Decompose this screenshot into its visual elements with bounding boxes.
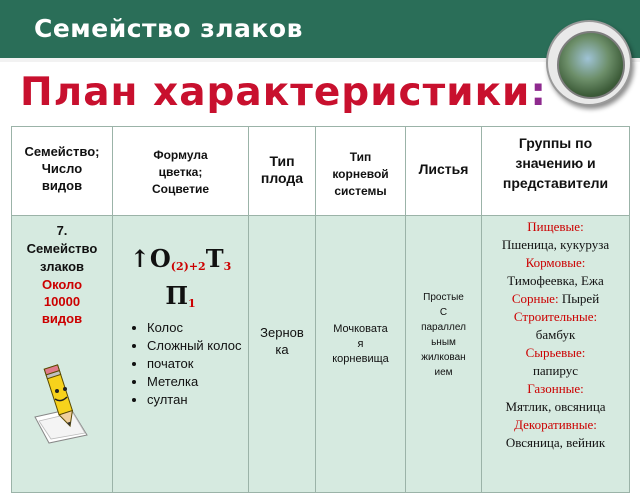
group-value: Пшеница, кукуруза [501,237,610,252]
header-root: Тип корневой системы [316,127,406,216]
group-row [482,290,629,308]
fruit-cell: Зернов ка [249,216,316,493]
header-family: Семейство; Число видов [12,127,113,216]
group-value: Тимофеевка, Ежа [507,273,604,288]
plan-heading: План характеристики: [20,70,547,115]
header-formula: Формула цветка; Соцветие [113,127,249,216]
pencil-paper-icon [33,361,91,447]
group-value: бамбук [535,327,576,342]
inflorescence-list [113,319,248,409]
groups-cell [482,216,630,493]
group-value: Пырей [561,291,600,306]
header-groups: Группы по значению и представители [482,127,630,216]
group-label: Сырьевые: [525,345,586,360]
list-item: • Колос [147,319,248,337]
group-value: Овсяница, вейник [505,435,606,450]
header-bar [0,0,640,62]
group-value: Мятлик, овсяница [505,399,606,414]
group-label: Пищевые: [527,219,584,234]
formula-cell [113,216,249,493]
characteristics-table [11,126,630,493]
table-header-row [12,127,630,216]
list-item: • султан [147,391,248,409]
leaves-cell: Простые С параллел ьным жилкован ием [406,216,482,493]
table-row [12,216,630,493]
list-item: • початок [147,355,248,373]
globe-emblem-icon [546,20,632,106]
header-leaves: Листья [406,127,482,216]
root-cell: Мочковата я корневища [316,216,406,493]
group-label: Строительные: [513,309,598,324]
flower-formula: $↑О_{(2)+2}Т_3$ $П_1$ [129,244,232,310]
slide-title: Семейство злаков [34,14,303,43]
group-label: Газонные: [527,381,584,396]
list-item: • Метелка [147,373,248,391]
header-fruit: Тип плода [249,127,316,216]
group-value: папирус [532,363,579,378]
group-label: Кормовые: [525,255,586,270]
group-label: Декоративные: [514,417,597,432]
list-item: • Сложный колос [147,337,248,355]
group-label: Сорные: [511,291,559,306]
family-cell: 7. Семейство злаков Около 10000 видов [12,216,113,493]
